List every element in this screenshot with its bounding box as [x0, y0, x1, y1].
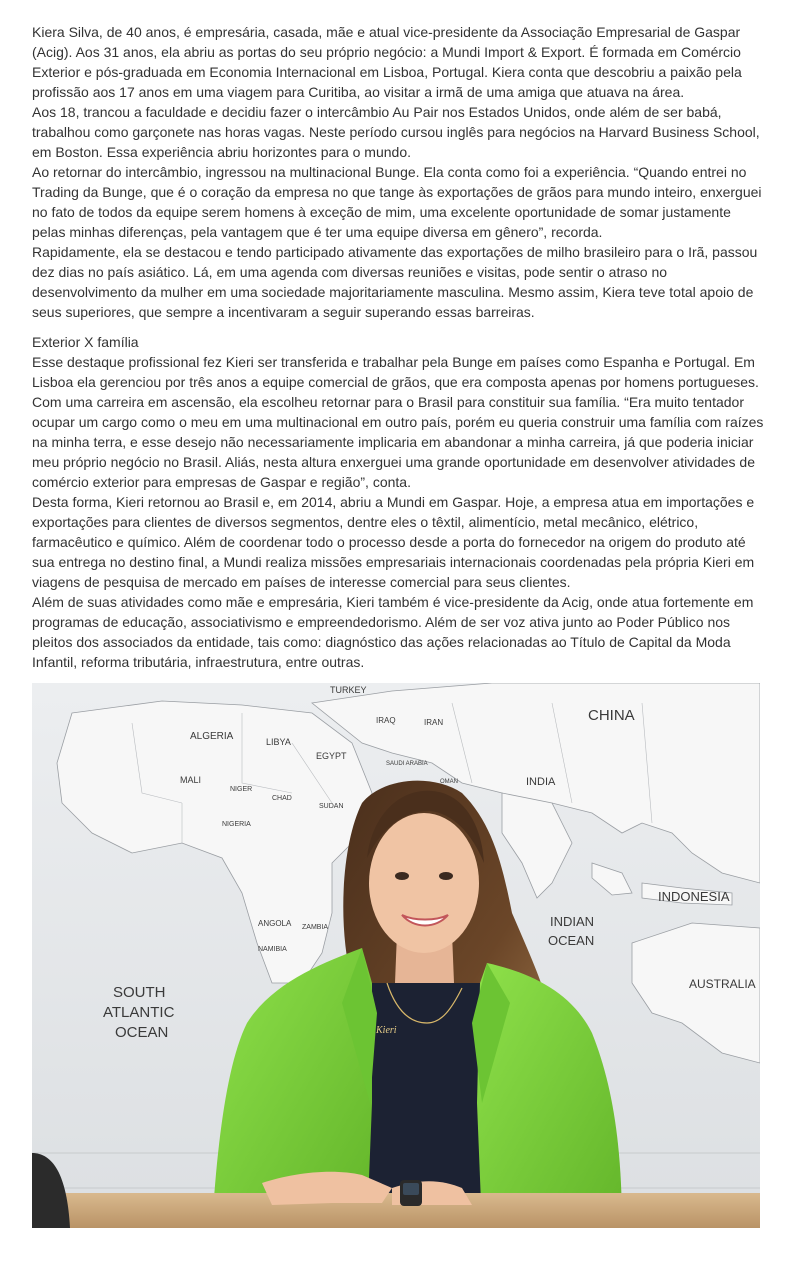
article-photo [32, 683, 760, 1228]
map-label-iraq: IRAQ [376, 716, 396, 725]
map-label-chad: CHAD [272, 795, 292, 802]
map-label-indian-ocean-2: OCEAN [548, 933, 595, 948]
article-body [32, 22, 764, 672]
article-paragraph: Rapidamente, ela se destacou e tendo participado ativamente das exportações de milho brasileiro para o Irã, passou dez dias no país asiático. Lá, em uma agenda com diversas reuniões e visitas, pode sentir o atraso no desenvolvimento da mulher em uma sociedade majoritariamente masculina. Mesmo assim, Kiera teve total apoio de seus superiores, que sempre a incentivaram a seguir superando essas barreiras. [32, 244, 758, 320]
map-label-sudan: SUDAN [319, 803, 344, 810]
necklace-pendant: Kieri [376, 1025, 397, 1036]
map-label-nigeria: NIGERIA [222, 821, 251, 828]
map-label-iran: IRAN [424, 718, 444, 727]
map-label-china: CHINA [588, 707, 635, 724]
article-paragraph: Ao retornar do intercâmbio, ingressou na multinacional Bunge. Ela conta como foi a experiência. “Quando entrei no Trading da Bunge, que é o coração da empresa no que tange às exportações de grãos para mundo inteiro, enxerguei no fato de todos da equipe serem homens à exceção de mim, uma excelente oportunidade de somar justamente pelas minhas diferenças, pela vantagem que é ter uma equipe diversa em gênero”, recorda. [32, 164, 762, 240]
left-eye [395, 872, 409, 880]
watch-screen [403, 1183, 419, 1195]
map-label-zambia: ZAMBIA [302, 924, 329, 931]
map-label-niger: NIGER [230, 786, 253, 793]
map-label-turkey: TURKEY [330, 685, 367, 695]
map-label-mali: MALI [180, 775, 202, 785]
map-label-australia: AUSTRALIA [689, 977, 756, 991]
map-label-south-atlantic-2: ATLANTIC [103, 1004, 175, 1021]
map-label-algeria: ALGERIA [190, 731, 234, 742]
map-label-egypt: EGYPT [316, 751, 347, 761]
right-eye [439, 872, 453, 880]
map-label-india: INDIA [526, 776, 556, 788]
map-label-indian-ocean-1: INDIAN [550, 914, 595, 929]
article-paragraph: Esse destaque profissional fez Kieri ser transferida e trabalhar pela Bunge em países como Espanha e Portugal. Em Lisboa ela gerenciou por três anos a equipe comercial de grãos, que era composta apenas por homens portugueses. Com uma carreira em ascensão, ela escolheu retornar para o Brasil para constituir sua família. “Era muito tentador ocupar um cargo como o meu em uma multinacional em outro país, porém eu queria construir uma família com raízes na minha terra, e esse desejo não necessariamente implicaria em abandonar a minha carreira, já que poderia iniciar meu próprio negócio no Brasil. Aliás, nesta altura enxerguei uma grande oportunidade em desenvolver atividades de comércio exterior para empresas de Gaspar e região”, conta. [32, 354, 764, 490]
map-label-saudi-arabia: SAUDI ARABIA [386, 761, 428, 767]
map-label-namibia: NAMIBIA [258, 946, 287, 953]
map-label-south-atlantic-3: OCEAN [115, 1024, 169, 1041]
article-paragraph: Desta forma, Kieri retornou ao Brasil e, em 2014, abriu a Mundi em Gaspar. Hoje, a empresa atua em importações e exportações para clientes de diversos segmentos, dentre eles o têxtil, alimentício, metal mecânico, elétrico, farmacêutico e químico. Além de coordenar todo o processo desde a porta do fornecedor na origem do produto até sua entrega no destino final, a Mundi realiza missões empresariais internacionais coordenadas pela própria Kieri em viagens de pesquisa de mercado em países de interesse comercial para seus clientes. [32, 494, 755, 590]
map-label-libya: LIBYA [266, 737, 291, 747]
article-paragraph: Além de suas atividades como mãe e empresária, Kieri também é vice-presidente da Acig, onde atua fortemente em programas de educação, associativismo e empreendedorismo. Além de ser voz ativa junto ao Poder Público nos pleitos dos associados da entidade, tais como: diagnóstico das ações relacionadas ao Título de Capital da Moda Infantil, reforma tributária, infraestrutura, entre outras. [32, 594, 754, 670]
map-label-angola: ANGOLA [258, 919, 292, 928]
portrait-photo-illustration [32, 683, 760, 1228]
map-label-indonesia: INDONESIA [658, 889, 730, 904]
article-paragraph: Kiera Silva, de 40 anos, é empresária, casada, mãe e atual vice-presidente da Associação Empresarial de Gaspar (Acig). Aos 31 anos, ela abriu as portas do seu próprio negócio: a Mundi Import & Export. É formada em Comércio Exterior e pós-graduada em Economia Internacional em Lisboa, Portugal. Kiera conta que descobriu a paixão pela profissão aos 17 anos em uma viagem para Curitiba, ao visitar a irmã de uma amiga que atuava na área. [32, 24, 742, 100]
face [369, 813, 479, 953]
article-subheading: Exterior X família [32, 334, 139, 350]
map-label-oman: OMAN [440, 779, 458, 785]
article-paragraph: Aos 18, trancou a faculdade e decidiu fazer o intercâmbio Au Pair nos Estados Unidos, onde além de ser babá, trabalhou como garçonete nas horas vagas. Neste período cursou inglês para negócios na Harvard Business School, em Boston. Essa experiência abriu horizontes para o mundo. [32, 104, 760, 160]
map-label-south-atlantic-1: SOUTH [113, 984, 166, 1001]
